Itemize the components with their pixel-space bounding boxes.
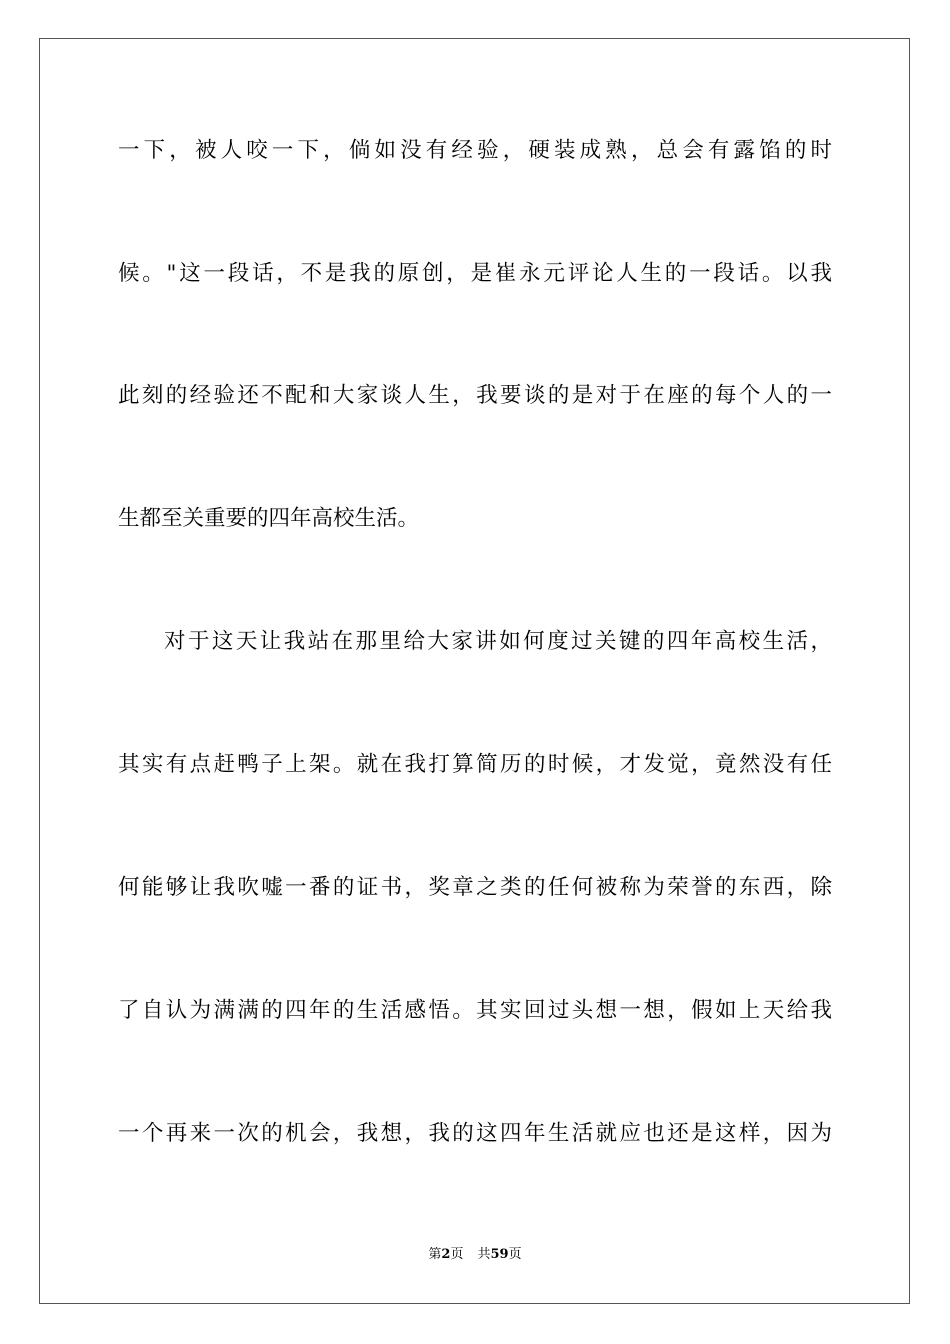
text-line-6: 其实有点赶鸭子上架。就在我打算简历的时候，才发觉，竟然没有任 <box>118 752 832 777</box>
text-line-4: 生都至关重要的四年高校生活。 <box>118 506 420 531</box>
page-suffix: 页 <box>450 1247 464 1262</box>
total-prefix: 共 <box>477 1247 491 1262</box>
page-prefix: 第 <box>428 1247 442 1262</box>
text-line-8: 了自认为满满的四年的生活感悟。其实回过头想一想，假如上天给我 <box>118 998 832 1023</box>
text-line-5: 对于这天让我站在那里给大家讲如何度过关键的四年高校生活， <box>164 629 832 654</box>
text-line-1: 一下，被人咬一下，倘如没有经验，硬装成熟，总会有露馅的时 <box>118 138 832 163</box>
text-line-3: 此刻的经验还不配和大家谈人生，我要谈的是对于在座的每个人的一 <box>118 383 832 408</box>
text-line-9: 一个再来一次的机会，我想，我的这四年生活就应也还是这样，因为 <box>118 1121 832 1146</box>
page-footer <box>0 1246 950 1264</box>
page-number: 2 <box>441 1247 451 1262</box>
page-frame <box>39 38 910 1304</box>
text-line-7: 何能够让我吹嘘一番的证书，奖章之类的任何被称为荣誉的东西，除 <box>118 875 832 900</box>
text-line-2: 候。"这一段话，不是我的原创，是崔永元评论人生的一段话。以我 <box>118 261 832 286</box>
total-suffix: 页 <box>508 1247 522 1262</box>
total-pages: 59 <box>490 1247 509 1262</box>
